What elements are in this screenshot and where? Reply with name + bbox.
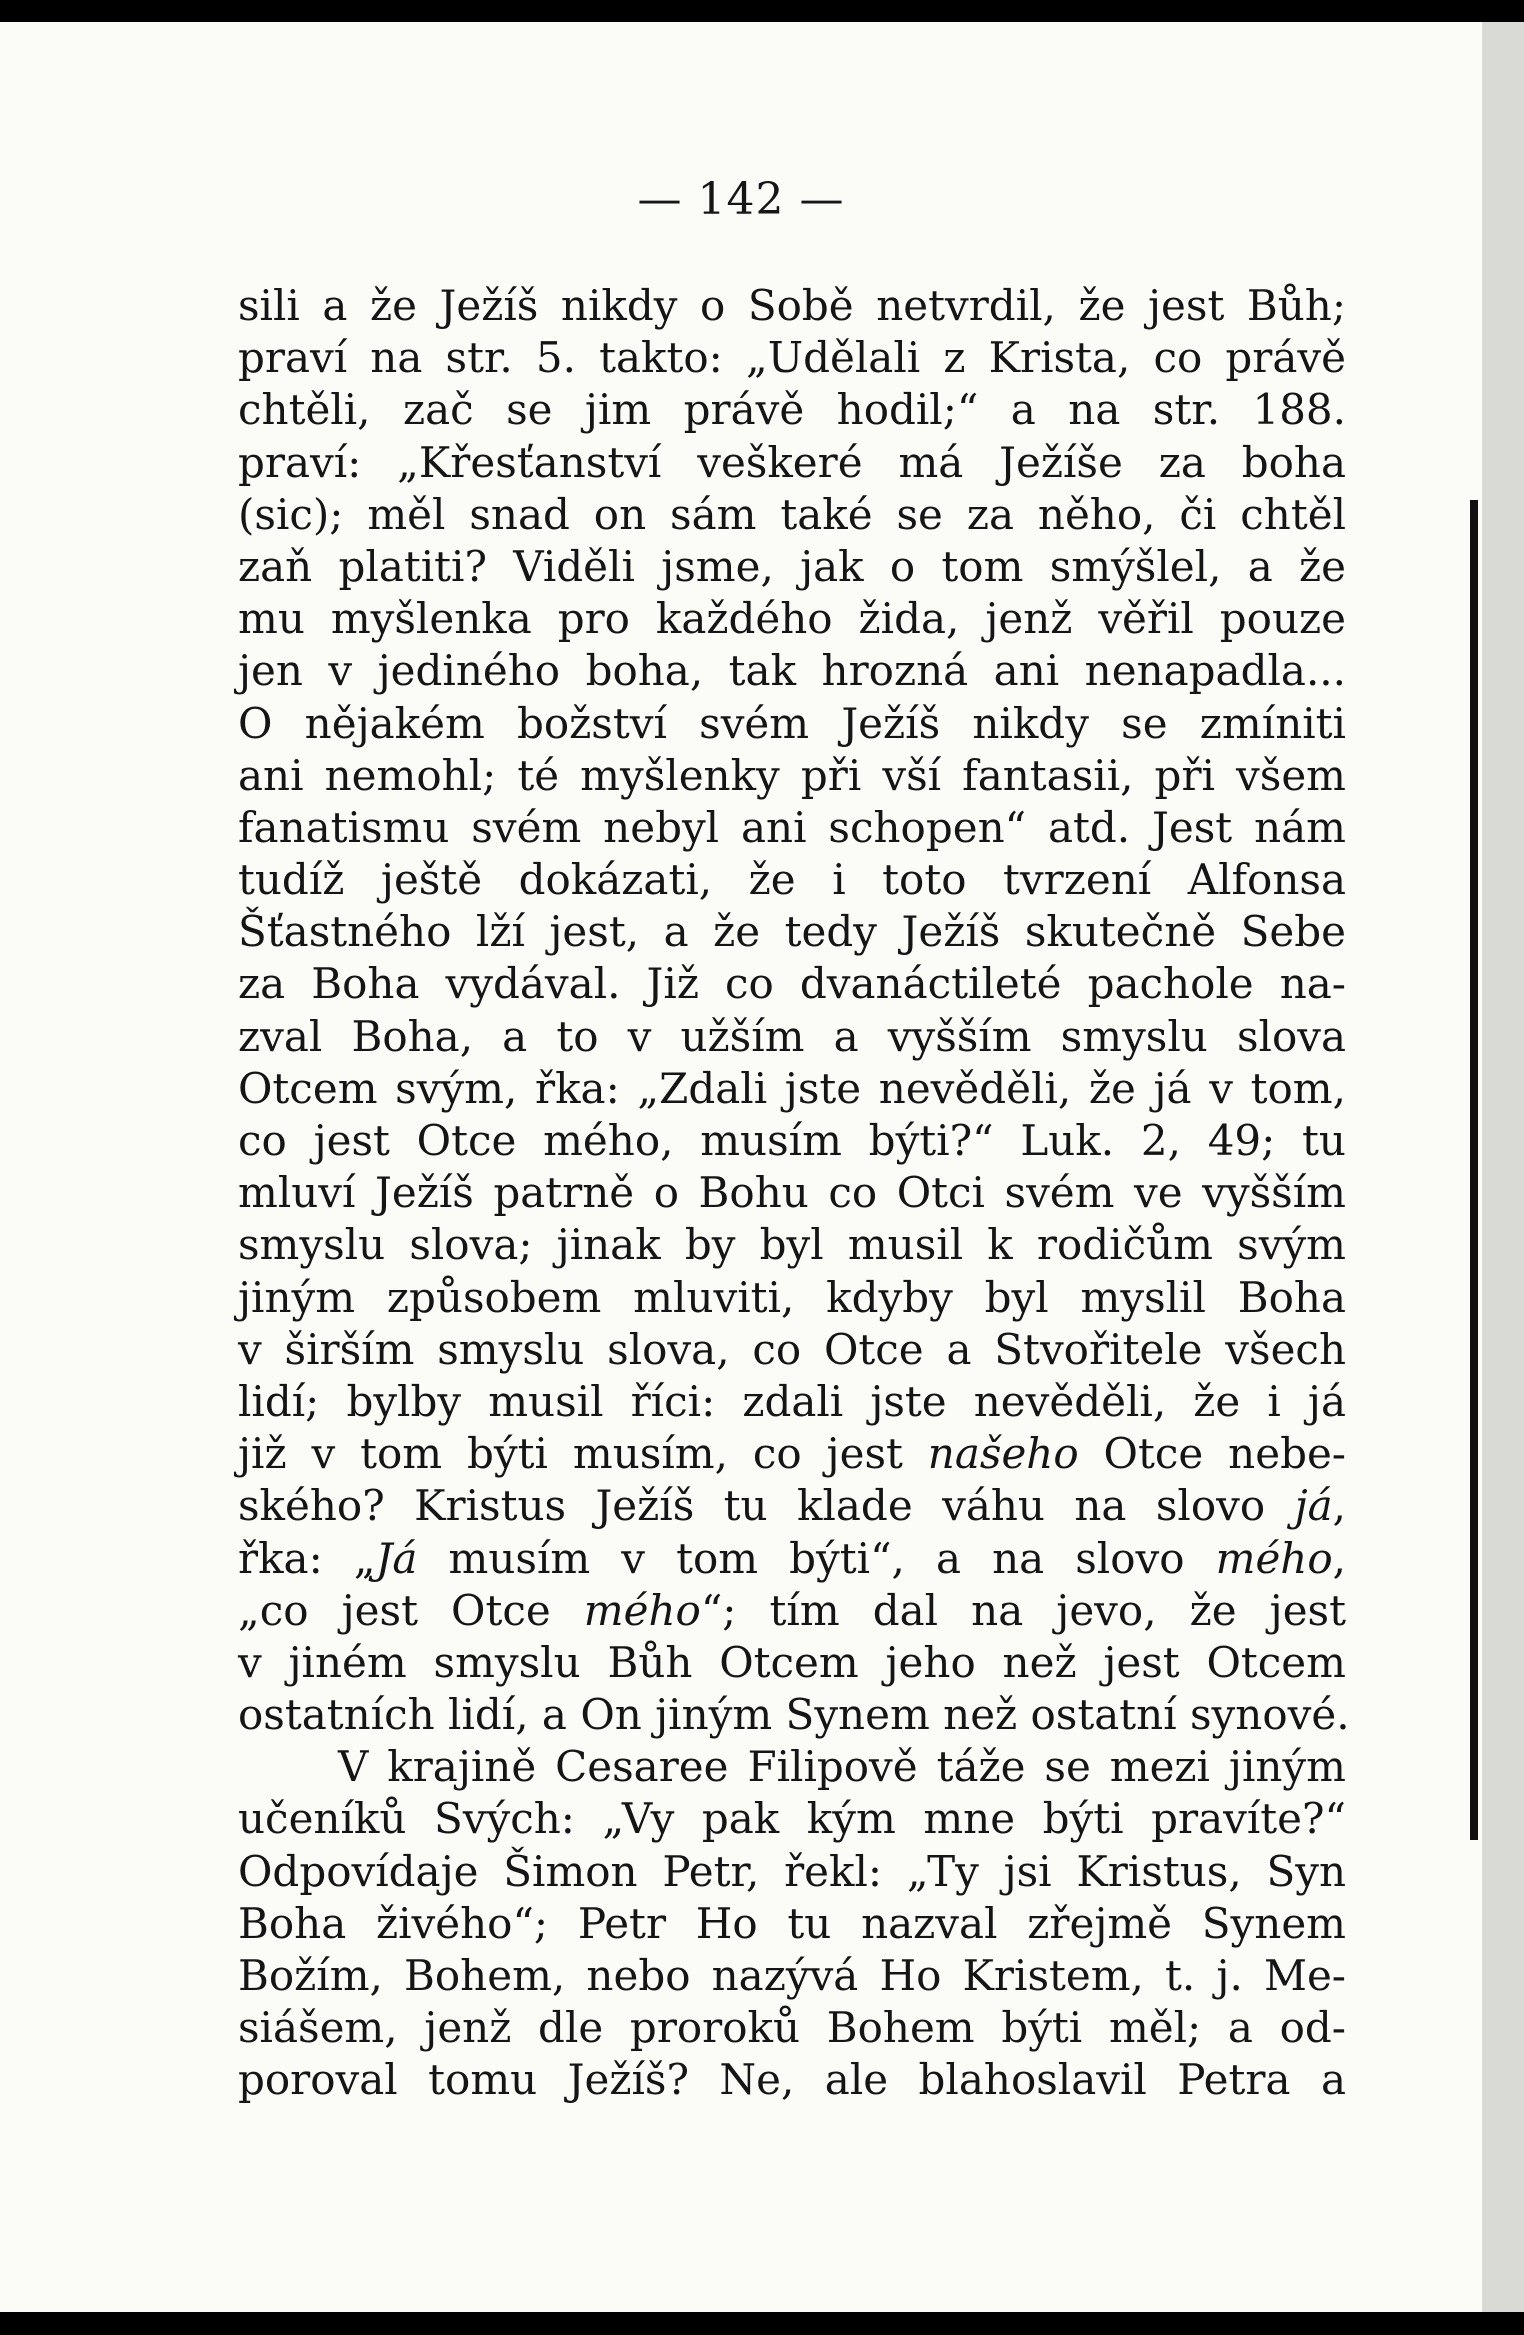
text-line: siášem, jenž dle proroků Bohem býti měl; a od- <box>238 2003 1346 2053</box>
text-fragment: řka: „ <box>238 1533 376 1583</box>
text-line: sili a že Ježíš nikdy o Sobě netvrdil, že jest Bůh; <box>238 281 1346 330</box>
italic-word: mého <box>1215 1533 1333 1583</box>
text-line: Boha živého“; Petr Ho tu nazval zřejmě Synem <box>238 1898 1346 1948</box>
italic-word: mého <box>583 1585 701 1635</box>
text-line: mluví Ježíš patrně o Bohu co Otci svém ve vyšším <box>238 1168 1346 1218</box>
text-line: (sic); měl snad on sám také se za něho, či chtěl <box>238 489 1346 539</box>
text-line: ostatních lidí, a On jiným Synem než ostatní synové. <box>238 1690 1350 1740</box>
text-line: jiným způsobem mluviti, kdyby byl myslil Boha <box>238 1272 1346 1322</box>
text-line: Otcem svým, řka: „Zdali jste nevěděli, že já v tom, <box>238 1063 1346 1113</box>
body-text <box>238 280 1350 2107</box>
text-line: O nějakém božství svém Ježíš nikdy se zmíniti <box>238 698 1346 748</box>
text-line: chtěli, zač se jim právě hodil;“ a na str. 188. <box>238 385 1346 435</box>
text-line: praví na str. 5. takto: „Udělali z Krista, co právě <box>238 333 1346 383</box>
text-line: co jest Otce mého, musím býti?“ Luk. 2, 49; tu <box>238 1116 1346 1165</box>
text-fragment: již v tom býti musím, co jest <box>238 1429 928 1479</box>
italic-word: Já <box>375 1533 418 1583</box>
italic-word: já <box>1294 1481 1333 1531</box>
text-line: zval Boha, a to v užším a vyšším smyslu slova <box>238 1011 1346 1061</box>
page-number-header: — 142 — <box>637 174 845 225</box>
text-line: zaň platiti? Viděli jsme, jak o tom smýšlel, a že <box>238 541 1346 591</box>
text-line: Šťastného lží jest, a že tedy Ježíš skutečně Sebe <box>238 907 1346 957</box>
text-line <box>238 1585 1346 1637</box>
text-line: smyslu slova; jinak by byl musil k rodičům svým <box>238 1220 1346 1270</box>
text-fragment: , <box>1332 1533 1347 1583</box>
text-fragment: , <box>1332 1481 1346 1531</box>
text-line: učeníků Svých: „Vy pak kým mne býti pravíte?“ <box>238 1794 1346 1844</box>
text-line: fanatismu svém nebyl ani schopen“ atd. Jest nám <box>238 802 1346 852</box>
book-page <box>0 22 1482 2312</box>
text-line: jen v jediného boha, tak hrozná ani nenapadla... <box>238 646 1346 696</box>
text-fragment: Otce nebe- <box>1078 1429 1346 1479</box>
text-fragment: ského? Kristus Ježíš tu klade váhu na slovo <box>238 1481 1295 1531</box>
text-line: ani nemohl; té myšlenky při vší fantasii, při všem <box>238 750 1346 800</box>
text-line: poroval tomu Ježíš? Ne, ale blahoslavil Petra a <box>238 2055 1346 2105</box>
text-line: V krajině Cesaree Filipově táže se mezi jiným <box>338 1742 1346 1792</box>
text-line: Božím, Bohem, nebo nazývá Ho Kristem, t. j. Me- <box>238 1951 1346 2000</box>
text-fragment: musím v tom býti“, a na slovo <box>417 1533 1216 1583</box>
text-line: tudíž ještě dokázati, že i toto tvrzení Alfonsa <box>238 855 1346 905</box>
text-line <box>238 1428 1346 1480</box>
text-line <box>238 1480 1346 1532</box>
text-line: za Boha vydával. Již co dvanáctileté pachole na- <box>238 959 1346 1009</box>
next-page-edge <box>1482 22 1524 2312</box>
text-line: v širším smyslu slova, co Otce a Stvořitele všech <box>238 1324 1346 1374</box>
page-gutter-shadow <box>1470 500 1478 1840</box>
text-line: Odpovídaje Šimon Petr, řekl: „Ty jsi Kristus, Syn <box>238 1846 1346 1896</box>
text-line: mu myšlenka pro každého žida, jenž věřil pouze <box>238 594 1346 644</box>
text-line: v jiném smyslu Bůh Otcem jeho než jest Otcem <box>238 1637 1346 1687</box>
text-line: praví: „Křesťanství veškeré má Ježíše za boha <box>238 437 1346 487</box>
text-fragment: “; tím dal na jevo, že jest <box>700 1585 1346 1635</box>
italic-word: našeho <box>927 1429 1079 1479</box>
text-line: lidí; bylby musil říci: zdali jste nevěděli, že i já <box>238 1376 1346 1426</box>
text-fragment: „co jest Otce <box>238 1585 584 1635</box>
text-line <box>238 1533 1346 1585</box>
